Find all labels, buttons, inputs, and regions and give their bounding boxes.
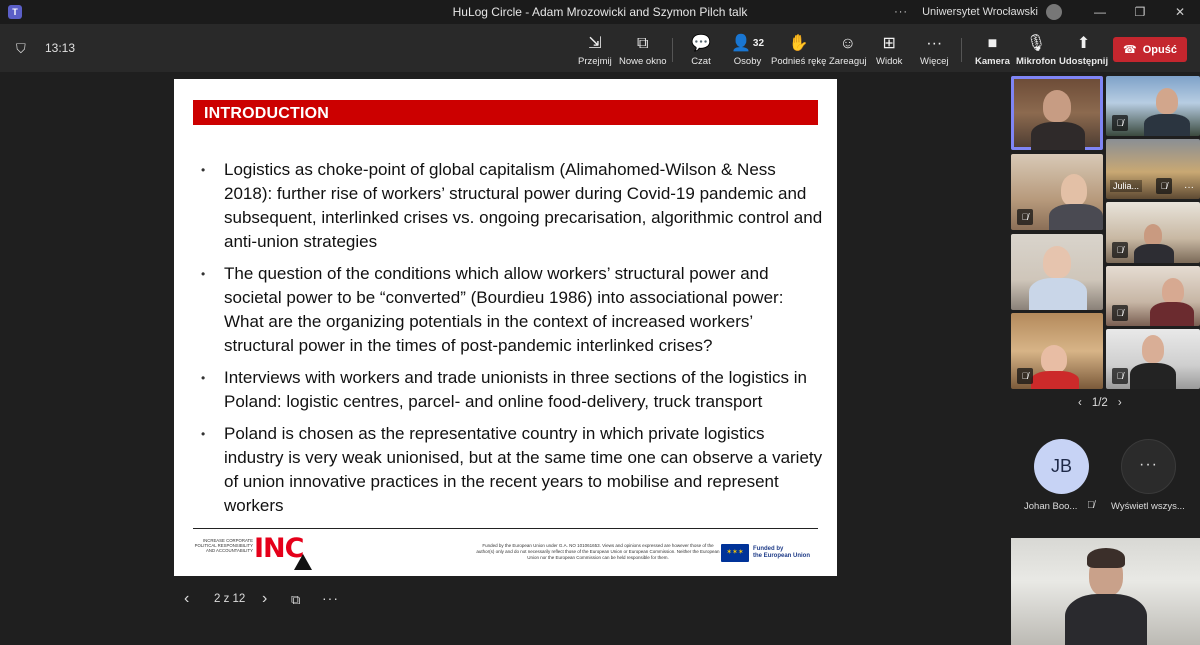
more-icon: ··· bbox=[926, 35, 943, 52]
slide-bullet: • The question of the conditions which allow workers’ structural power and societal power to be “converted” (Bourdieu 1986) into associational power: What are the organizing potentials in the context of increased workers’ structural power in the times of post-pandemic interlinked crises? bbox=[201, 264, 784, 355]
take-control-icon: ⇲ bbox=[588, 35, 602, 52]
participant-tile[interactable] bbox=[1106, 266, 1200, 326]
tile-more-icon[interactable]: ··· bbox=[1184, 182, 1194, 193]
more-button[interactable] bbox=[920, 34, 949, 67]
participant-face bbox=[1043, 90, 1071, 122]
participant-name: Julia... bbox=[1110, 180, 1142, 192]
participant-body bbox=[1134, 244, 1174, 263]
hand-icon: ✋ bbox=[788, 35, 809, 52]
self-body bbox=[1065, 594, 1147, 645]
self-view-video[interactable] bbox=[1011, 538, 1200, 645]
share-label: Udostępnij bbox=[1059, 56, 1109, 67]
shield-icon[interactable]: ⛉ bbox=[16, 41, 26, 56]
pager-text: 1/2 bbox=[1091, 397, 1108, 409]
minimize-button[interactable]: — bbox=[1094, 5, 1106, 19]
participant-body bbox=[1049, 204, 1103, 230]
people-count: 32 bbox=[752, 38, 765, 49]
mic-off-icon: 🎙̸ bbox=[1156, 178, 1172, 194]
participant-body bbox=[1031, 122, 1085, 150]
slide-bullet: • Interviews with workers and trade unionists in three sections of the logistics in Poland: logistic centres, parcel- and online food-delivery, truck transport bbox=[201, 368, 807, 411]
participant-face bbox=[1142, 335, 1164, 363]
participant-body bbox=[1031, 371, 1079, 389]
camera-label: Kamera bbox=[975, 56, 1010, 67]
account-avatar[interactable] bbox=[1046, 4, 1062, 20]
chat-icon: 💬 bbox=[691, 35, 711, 52]
mic-off-icon: 🎙̸ bbox=[1087, 500, 1095, 511]
participant-face bbox=[1041, 345, 1067, 373]
slide-heading: INTRODUCTION bbox=[204, 105, 330, 122]
microphone-button[interactable] bbox=[1016, 34, 1056, 67]
raise-hand-button[interactable] bbox=[771, 34, 826, 67]
slide-counter: 2 z 12 bbox=[214, 593, 246, 605]
camera-icon: ■ bbox=[987, 35, 998, 52]
participant-tile[interactable] bbox=[1011, 154, 1103, 230]
eu-funding-label: Funded by the European Union bbox=[753, 546, 810, 559]
slide-bullet: • Poland is chosen as the representative country in which private logistics industry is very weak unionised, but at the same time one can observe a variety of union innovative practices in the recent years to mobilise and represent workers bbox=[201, 424, 823, 515]
mic-off-icon: 🎙̸ bbox=[1112, 305, 1128, 321]
self-hair bbox=[1087, 548, 1125, 568]
slide-footer-rule bbox=[193, 528, 818, 529]
new-window-label: Nowe okno bbox=[619, 56, 667, 67]
participants-pager bbox=[1078, 397, 1122, 409]
slide-more-icon[interactable]: ··· bbox=[322, 590, 339, 606]
microphone-label: Mikrofon bbox=[1016, 56, 1057, 67]
smiley-icon: ☺ bbox=[839, 35, 856, 52]
title-more-icon[interactable]: ··· bbox=[894, 6, 909, 18]
chat-button[interactable] bbox=[691, 34, 711, 67]
eu-flag-icon: ✶✶✶ bbox=[721, 544, 749, 562]
pager-prev-icon[interactable]: ‹ bbox=[1078, 397, 1082, 409]
participant-face bbox=[1144, 224, 1162, 246]
people-label: Osoby bbox=[733, 56, 762, 67]
view-button[interactable] bbox=[876, 34, 902, 67]
mic-off-icon: 🎙̸ bbox=[1017, 209, 1033, 225]
title-bar bbox=[0, 0, 1200, 24]
participant-tile[interactable] bbox=[1106, 76, 1200, 136]
leave-label: Opuść bbox=[1142, 43, 1177, 56]
view-label: Widok bbox=[876, 56, 903, 67]
restore-button[interactable]: ❐ bbox=[1134, 5, 1146, 19]
phone-icon: ☎ bbox=[1123, 44, 1137, 56]
participant-body bbox=[1144, 114, 1190, 136]
mic-off-icon: 🎙̸ bbox=[1112, 242, 1128, 258]
participant-tile[interactable] bbox=[1011, 76, 1103, 150]
share-icon: ⬆ bbox=[1076, 35, 1091, 52]
teams-app-icon: T bbox=[8, 5, 22, 19]
window-title: HuLog Circle - Adam Mrozowicki and Szymon Pilch talk bbox=[452, 5, 748, 19]
funding-note: Funded by the European Union under G.A. NO 101061653. Views and opinions expressed are however those of the author(s) only and do not necessarily reflect those of the European Union or European Commission. Neither the European Union nor the European Commission can be held responsible for them. bbox=[476, 543, 720, 560]
mic-off-icon: 🎙̸ bbox=[1017, 368, 1033, 384]
show-all-button[interactable]: ··· bbox=[1121, 439, 1176, 494]
meeting-timer: 13:13 bbox=[45, 41, 76, 55]
participant-tile[interactable] bbox=[1106, 202, 1200, 263]
toolbar-separator bbox=[961, 38, 962, 62]
people-button[interactable] bbox=[731, 34, 764, 67]
take-control-button[interactable] bbox=[578, 34, 612, 67]
grid-view-icon: ⊞ bbox=[882, 35, 896, 52]
close-button[interactable]: ✕ bbox=[1174, 5, 1186, 19]
participant-body bbox=[1029, 278, 1087, 310]
toolbar-separator bbox=[672, 38, 673, 62]
inca-logo: INC bbox=[254, 533, 304, 564]
microphone-icon: 🎙 bbox=[1025, 35, 1047, 52]
people-icon: 👤 bbox=[731, 35, 751, 52]
participant-body bbox=[1150, 302, 1194, 326]
slide-bullet-list bbox=[198, 158, 823, 526]
react-button[interactable] bbox=[829, 34, 867, 67]
participant-name: Johan Boo... bbox=[1024, 501, 1078, 512]
show-all-label: Wyświetl wszys... bbox=[1111, 501, 1185, 512]
participant-face bbox=[1043, 246, 1071, 278]
project-tagline: INCREASE CORPORATE POLITICAL RESPONSIBILITY AND ACCOUNTABILITY bbox=[194, 538, 253, 553]
slide-heading-bar bbox=[193, 100, 818, 125]
inca-logo-triangle-icon bbox=[294, 554, 312, 570]
avatar[interactable]: JB bbox=[1034, 439, 1089, 494]
new-window-button[interactable] bbox=[619, 34, 667, 67]
participant-face bbox=[1162, 278, 1184, 304]
participant-tile[interactable] bbox=[1106, 329, 1200, 389]
raise-hand-label: Podnieś rękę bbox=[771, 56, 827, 67]
more-label: Więcej bbox=[920, 56, 949, 67]
organization-name[interactable]: Uniwersytet Wrocławski bbox=[922, 6, 1038, 18]
participant-body bbox=[1130, 363, 1176, 389]
participant-tile[interactable] bbox=[1011, 234, 1103, 310]
camera-button[interactable] bbox=[975, 34, 1010, 67]
shared-slide bbox=[174, 79, 837, 576]
chat-label: Czat bbox=[691, 56, 711, 67]
participant-face bbox=[1061, 174, 1087, 206]
take-control-label: Przejmij bbox=[578, 56, 612, 67]
participant-tile[interactable] bbox=[1106, 139, 1200, 199]
share-button[interactable] bbox=[1059, 34, 1108, 67]
slide-bullet: • Logistics as choke-point of global capitalism (Alimahomed-Wilson & Ness 2018): further rise of workers’ structural power during Covid-19 pandemic and subsequent, interlinked crises vs. ongoing precarisation, algorithmic control and anti-union strategies bbox=[201, 160, 823, 251]
slide-grid-icon[interactable]: ⧉ bbox=[291, 592, 301, 607]
pager-next-icon[interactable]: › bbox=[1117, 397, 1122, 409]
mic-off-icon: 🎙̸ bbox=[1112, 115, 1128, 131]
new-window-icon: ⧉ bbox=[637, 35, 649, 52]
previous-slide-button[interactable]: ‹ bbox=[184, 590, 190, 607]
mic-off-icon: 🎙̸ bbox=[1112, 368, 1128, 384]
participant-tile[interactable] bbox=[1011, 313, 1103, 389]
participant-face bbox=[1156, 88, 1178, 114]
title-bar-controls bbox=[894, 0, 1200, 24]
next-slide-button[interactable]: › bbox=[262, 590, 268, 607]
leave-button[interactable] bbox=[1113, 37, 1187, 62]
react-label: Zareaguj bbox=[829, 56, 867, 67]
